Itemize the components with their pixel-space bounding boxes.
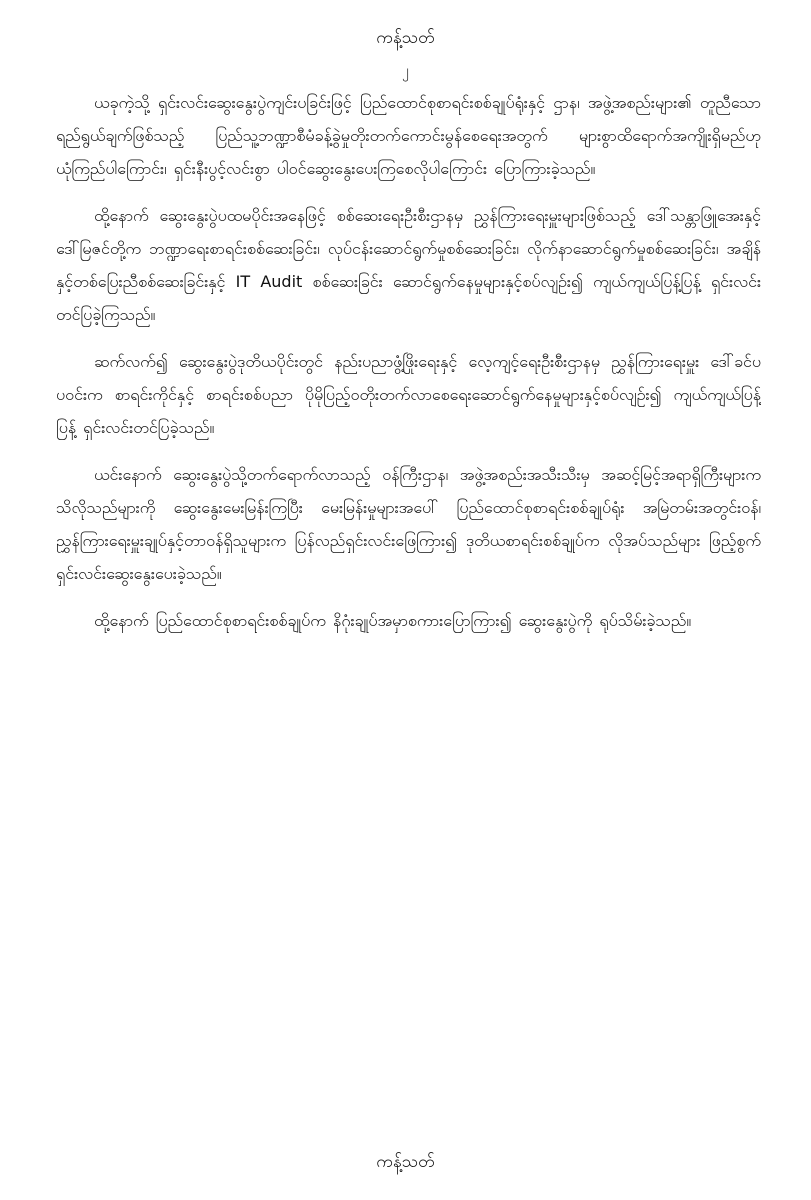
paragraph-3: ဆက်လက်၍ ဆွေးနွေးပွဲဒုတိယပိုင်းတွင် နည်းပညာဖွံ့ဖြိုးရေးနှင့် လေ့ကျင့်ရေးဦးစီးဌာနမှ ညွှန်ကြားရေးမှူး ဒေါ်ခင်ပပဝင်းက စာရင်းကိုင်နှင့် စာရင်းစစ်ပညာ ပိုမိုပြည့်ဝတိုးတက်လာစေရေးဆောင်ရွက်နေမှုများနှင့်စပ်လျဉ်း၍ ကျယ်ကျယ်ပြန့်ပြန့် ရှင်းလင်းတင်ပြခဲ့သည်။ — [56, 352, 761, 437]
paragraph-4: ယင်းနောက် ဆွေးနွေးပွဲသို့တက်ရောက်လာသည့် ဝန်ကြီးဌာန၊ အဖွဲ့အစည်းအသီးသီးမှ အဆင့်မြင့်အရာရှိကြီးများက သိလိုသည်များကို ဆွေးနွေးမေးမြန်းကြပြီး မေးမြန်းမှုများအပေါ် ပြည်ထောင်စုစာရင်းစစ်ချုပ်ရုံး အမြဲတမ်းအတွင်းဝန်၊ ညွှန်ကြားရေးမှူးချုပ်နှင့်တာဝန်ရှိသူများက ပြန်လည်ရှင်းလင်းဖြေကြား၍ ဒုတိယစာရင်းစစ်ချုပ်က လိုအပ်သည်များ ဖြည့်စွက်ရှင်းလင်းဆွေးနွေးပေးခဲ့သည်။ — [56, 465, 761, 583]
paragraph-2: ထို့နောက် ဆွေးနွေးပွဲပထမပိုင်းအနေဖြင့် စစ်ဆေးရေးဦးစီးဌာနမှ ညွှန်ကြားရေးမှူးများဖြစ်သည့် ဒေါ်သန္တာဖြူအေးနှင့် ဒေါ်မြဇင်တို့က ဘဏ္ဍာရေးစာရင်းစစ်ဆေးခြင်း၊ လုပ်ငန်းဆောင်ရွက်မှုစစ်ဆေးခြင်း၊ လိုက်နာဆောင်ရွက်မှုစစ်ဆေးခြင်း၊ အချိန်နှင့်တစ်ပြေးညီစစ်ဆေးခြင်းနှင့် IT Audit စစ်ဆေးခြင်း ဆောင်ရွက်နေမှုများနှင့်စပ်လျဉ်း၍ ကျယ်ကျယ်ပြန့်ပြန့် ရှင်းလင်းတင်ပြခဲ့ကြသည်။ — [56, 206, 761, 324]
page-number: ၂ — [402, 63, 409, 79]
paragraph-1: ယခုကဲ့သို့ ရှင်းလင်းဆွေးနွေးပွဲကျင်းပခြင်းဖြင့် ပြည်ထောင်စုစာရင်းစစ်ချုပ်ရုံးနှင့် ဌာန၊ အဖွဲ့အစည်းများ၏ တူညီသောရည်ရွယ်ချက်ဖြစ်သည့် ပြည်သူ့ဘဏ္ဍာစီမံခန့်ခွဲမှုတိုးတက်ကောင်းမွန်စေရေးအတွက် များစွာထိရောက်အကျိုးရှိမည်ဟု ယုံကြည်ပါကြောင်း၊ ရှင်းနီးပွင့်လင်းစွာ ပါဝင်ဆွေးနွေးပေးကြစေလိုပါကြောင်း ပြောကြားခဲ့သည်။ — [56, 93, 761, 178]
classification-header: ကန့်သတ် — [376, 28, 435, 48]
classification-footer: ကန့်သတ် — [376, 1152, 435, 1172]
document-body — [56, 86, 761, 906]
paragraph-5: ထို့နောက် ပြည်ထောင်စုစာရင်းစစ်ချုပ်က နိဂုံးချုပ်အမှာစကားပြောကြား၍ ဆွေးနွေးပွဲကို ရုပ်သိမ်းခဲ့သည်။ — [94, 611, 692, 630]
